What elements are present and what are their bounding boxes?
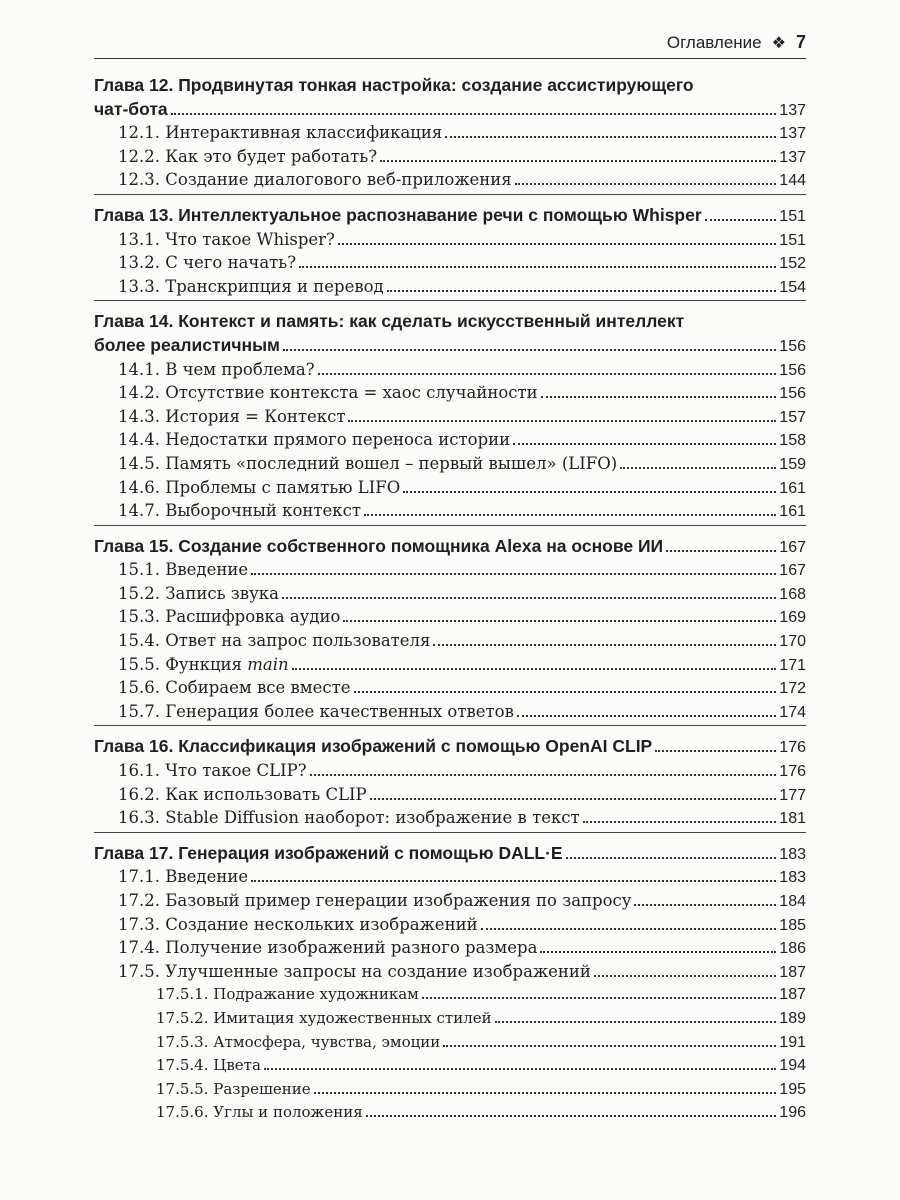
chapter-heading[interactable] (94, 74, 806, 121)
toc-entry[interactable] (94, 700, 806, 724)
chapter-17 (94, 842, 806, 1127)
entry-page: 137 (779, 148, 806, 166)
dot-leader (634, 904, 776, 906)
entry-page: 174 (779, 703, 806, 721)
entry-page: 181 (779, 810, 806, 828)
toc-entry[interactable] (94, 228, 806, 252)
entry-page: 154 (779, 278, 806, 296)
entry-page: 170 (779, 633, 806, 651)
chapter-16 (94, 735, 806, 832)
entry-label: 14.7. Выборочный контекст (118, 501, 361, 521)
dot-leader (251, 880, 776, 882)
dot-leader (366, 1115, 777, 1117)
chapter-page: 176 (779, 739, 806, 757)
toc-subentry[interactable] (94, 983, 806, 1007)
entry-page: 186 (779, 940, 806, 958)
page-number: 7 (795, 32, 806, 52)
dot-leader (264, 1068, 776, 1070)
entry-page: 152 (779, 255, 806, 273)
dot-leader (655, 750, 776, 752)
dot-leader (620, 467, 776, 469)
dot-leader (299, 266, 776, 268)
entry-label: 13.3. Транскрипция и перевод (118, 276, 384, 296)
toc-subentry[interactable] (94, 1101, 806, 1125)
entry-page: 177 (779, 786, 806, 804)
entry-page: 195 (779, 1080, 806, 1098)
entry-page: 161 (779, 503, 806, 521)
dot-leader (481, 928, 777, 930)
dot-leader (566, 857, 777, 859)
entry-page: 159 (779, 455, 806, 473)
entry-label: 14.5. Память «последний вошел – первый вышел» (LIFO) (118, 453, 618, 473)
dot-leader (666, 550, 776, 552)
entry-label: 14.2. Отсутствие контекста = хаос случайности (118, 383, 538, 403)
toc-entry[interactable] (94, 629, 806, 653)
chapter-14 (94, 310, 806, 525)
entry-label: 12.1. Интерактивная классификация (118, 123, 443, 143)
chapter-title-line1: Глава 14. Контекст и память: как сделать искусственный интеллект (94, 311, 685, 332)
dot-leader (583, 821, 777, 823)
toc-entry[interactable] (94, 251, 806, 275)
toc-entry[interactable] (94, 960, 806, 984)
chapter-heading[interactable] (94, 310, 806, 357)
toc-subentry[interactable] (94, 1007, 806, 1031)
entry-label: 13.1. Что такое Whisper? (118, 229, 335, 249)
dot-leader (251, 573, 776, 575)
entry-page: 158 (779, 432, 806, 450)
toc-entry[interactable] (94, 145, 806, 169)
entry-page: 194 (779, 1057, 806, 1075)
entry-page: 191 (779, 1033, 806, 1051)
entry-label: 14.3. История = Контекст (118, 406, 346, 426)
section-title: Оглавление (666, 33, 762, 52)
toc-entry[interactable] (94, 582, 806, 606)
dot-leader (364, 514, 776, 516)
toc-entry[interactable] (94, 653, 806, 677)
entry-label-prefix: 15.5. Функция (118, 654, 248, 674)
dot-leader (443, 1045, 776, 1047)
entry-label: 14.1. В чем проблема? (118, 359, 315, 379)
dot-leader (314, 1092, 777, 1094)
entry-label: 15.1. Введение (118, 560, 249, 580)
dot-leader (171, 113, 777, 115)
entry-label: 17.2. Базовый пример генерации изображения по запросу (118, 891, 632, 910)
entry-label: 17.5.3. Атмосфера, чувства, эмоции (156, 1032, 441, 1051)
chapter-title: Глава 17. Генерация изображений с помощью DALL·E (94, 842, 563, 863)
entry-page: 168 (779, 585, 806, 603)
dot-leader (292, 668, 777, 670)
dot-leader (354, 691, 777, 693)
running-header (94, 28, 806, 59)
entry-page: 156 (779, 385, 806, 403)
entry-label: 17.5.5. Разрешение (156, 1079, 311, 1098)
entry-label (118, 653, 289, 677)
dot-leader (380, 160, 776, 162)
entry-label: 13.2. С чего начать? (118, 253, 297, 273)
toc-entry[interactable] (94, 499, 806, 523)
chapter-page: 137 (779, 101, 806, 119)
chapter-heading[interactable] (94, 735, 806, 759)
chapter-title: Глава 15. Создание собственного помощника Alexa на основе ИИ (94, 535, 664, 556)
dot-leader (348, 420, 776, 422)
dot-leader (433, 644, 776, 646)
entry-label: 15.6. Собираем все вместе (118, 678, 351, 698)
dot-leader (495, 1021, 777, 1023)
dot-leader (517, 715, 776, 717)
toc-subentry[interactable] (94, 1054, 806, 1078)
entry-label: 17.5. Улучшенные запросы на создание изображений (118, 961, 591, 981)
entry-label: 17.5.6. Углы и положения (156, 1103, 363, 1122)
toc-entry[interactable] (94, 358, 806, 382)
entry-label-code: main (247, 654, 289, 674)
chapter-title: Глава 13. Интеллектуальное распознавание речи с помощью Whisper (94, 204, 702, 225)
toc-entry[interactable] (94, 913, 806, 937)
dot-leader (422, 997, 776, 999)
dot-leader (540, 951, 776, 953)
toc-entry[interactable] (94, 476, 806, 500)
entry-page: 187 (779, 963, 806, 981)
entry-page: 167 (779, 562, 806, 580)
dot-leader (403, 491, 776, 493)
toc-entry[interactable] (94, 168, 806, 192)
chapter-title-line2: более реалистичным (94, 334, 280, 355)
dot-leader (515, 183, 777, 185)
table-of-contents (94, 74, 806, 1136)
chapter-page: 167 (779, 538, 806, 556)
chapter-page: 151 (779, 207, 806, 225)
entry-page: 187 (779, 986, 806, 1004)
entry-label: 15.2. Запись звука (118, 583, 279, 603)
chapter-heading[interactable] (94, 535, 806, 559)
entry-label: 15.4. Ответ на запрос пользователя (118, 631, 431, 651)
chapter-page: 156 (779, 337, 806, 355)
toc-entry[interactable] (94, 783, 806, 807)
dot-leader (370, 798, 777, 800)
ornament-icon: ❖ (771, 35, 786, 52)
entry-label: 14.4. Недостатки прямого переноса истории (118, 430, 511, 450)
entry-page: 157 (779, 408, 806, 426)
chapter-title-line1: Глава 12. Продвинутая тонкая настройка: создание ассистирующего (94, 75, 694, 95)
toc-entry[interactable] (94, 865, 806, 889)
dot-leader (343, 620, 776, 622)
dot-leader (387, 290, 777, 292)
toc-entry[interactable] (94, 889, 806, 913)
toc-entry[interactable] (94, 759, 806, 783)
dot-leader (513, 443, 776, 445)
entry-page: 151 (779, 231, 806, 249)
chapter-heading[interactable] (94, 842, 806, 866)
toc-entry[interactable] (94, 405, 806, 429)
chapter-12 (94, 74, 806, 195)
dot-leader (541, 396, 777, 398)
entry-label: 17.1. Введение (118, 867, 249, 887)
entry-page: 137 (779, 125, 806, 143)
toc-entry[interactable] (94, 381, 806, 405)
toc-entry[interactable] (94, 605, 806, 629)
entry-page: 184 (779, 893, 806, 910)
toc-entry[interactable] (94, 806, 806, 830)
entry-label: 17.4. Получение изображений разного размера (118, 938, 538, 958)
entry-label: 12.2. Как это будет работать? (118, 146, 378, 166)
entry-page: 144 (779, 172, 806, 190)
entry-page: 196 (779, 1104, 806, 1122)
entry-page: 176 (779, 763, 806, 781)
entry-label: 16.3. Stable Diffusion наоборот: изображение в текст (118, 808, 580, 828)
toc-entry[interactable] (94, 428, 806, 452)
dot-leader (318, 373, 777, 375)
entry-label: 17.5.1. Подражание художникам (156, 985, 419, 1004)
toc-entry[interactable] (94, 558, 806, 582)
dot-leader (445, 136, 776, 138)
entry-label: 17.5.4. Цвета (156, 1056, 261, 1075)
toc-entry[interactable] (94, 121, 806, 145)
toc-subentry[interactable] (94, 1078, 806, 1102)
toc-entry[interactable] (94, 676, 806, 700)
entry-label: 17.5.2. Имитация художественных стилей (156, 1008, 492, 1027)
entry-label: 14.6. Проблемы с памятью LIFO (118, 477, 401, 497)
toc-subentry[interactable] (94, 1031, 806, 1055)
toc-entry[interactable] (94, 452, 806, 476)
dot-leader (594, 975, 776, 977)
entry-page: 169 (779, 609, 806, 627)
dot-leader (310, 774, 777, 776)
chapter-page: 183 (779, 845, 806, 863)
dot-leader (282, 597, 776, 599)
entry-page: 189 (779, 1009, 806, 1027)
entry-label: 16.1. Что такое CLIP? (118, 761, 307, 781)
entry-page: 161 (779, 479, 806, 497)
entry-label: 12.3. Создание диалогового веб-приложения (118, 170, 512, 190)
entry-label: 17.3. Создание нескольких изображений (118, 914, 478, 934)
chapter-title: Глава 16. Классификация изображений с помощью OpenAI CLIP (94, 736, 653, 757)
dot-leader (283, 349, 776, 351)
entry-label: 15.3. Расшифровка аудио (118, 607, 341, 627)
entry-label: 15.7. Генерация более качественных ответов (118, 701, 514, 721)
entry-page: 183 (779, 869, 806, 887)
dot-leader (705, 219, 777, 221)
chapter-15 (94, 535, 806, 727)
entry-page: 185 (779, 916, 806, 934)
entry-page: 156 (779, 361, 806, 379)
toc-entry[interactable] (94, 936, 806, 960)
chapter-heading[interactable] (94, 204, 806, 228)
entry-label: 16.2. Как использовать CLIP (118, 784, 367, 804)
chapter-13 (94, 204, 806, 301)
entry-page: 171 (779, 656, 806, 674)
dot-leader (338, 243, 776, 245)
entry-page: 172 (779, 680, 806, 698)
chapter-title-line2: чат-бота (94, 98, 168, 119)
toc-entry[interactable] (94, 275, 806, 299)
